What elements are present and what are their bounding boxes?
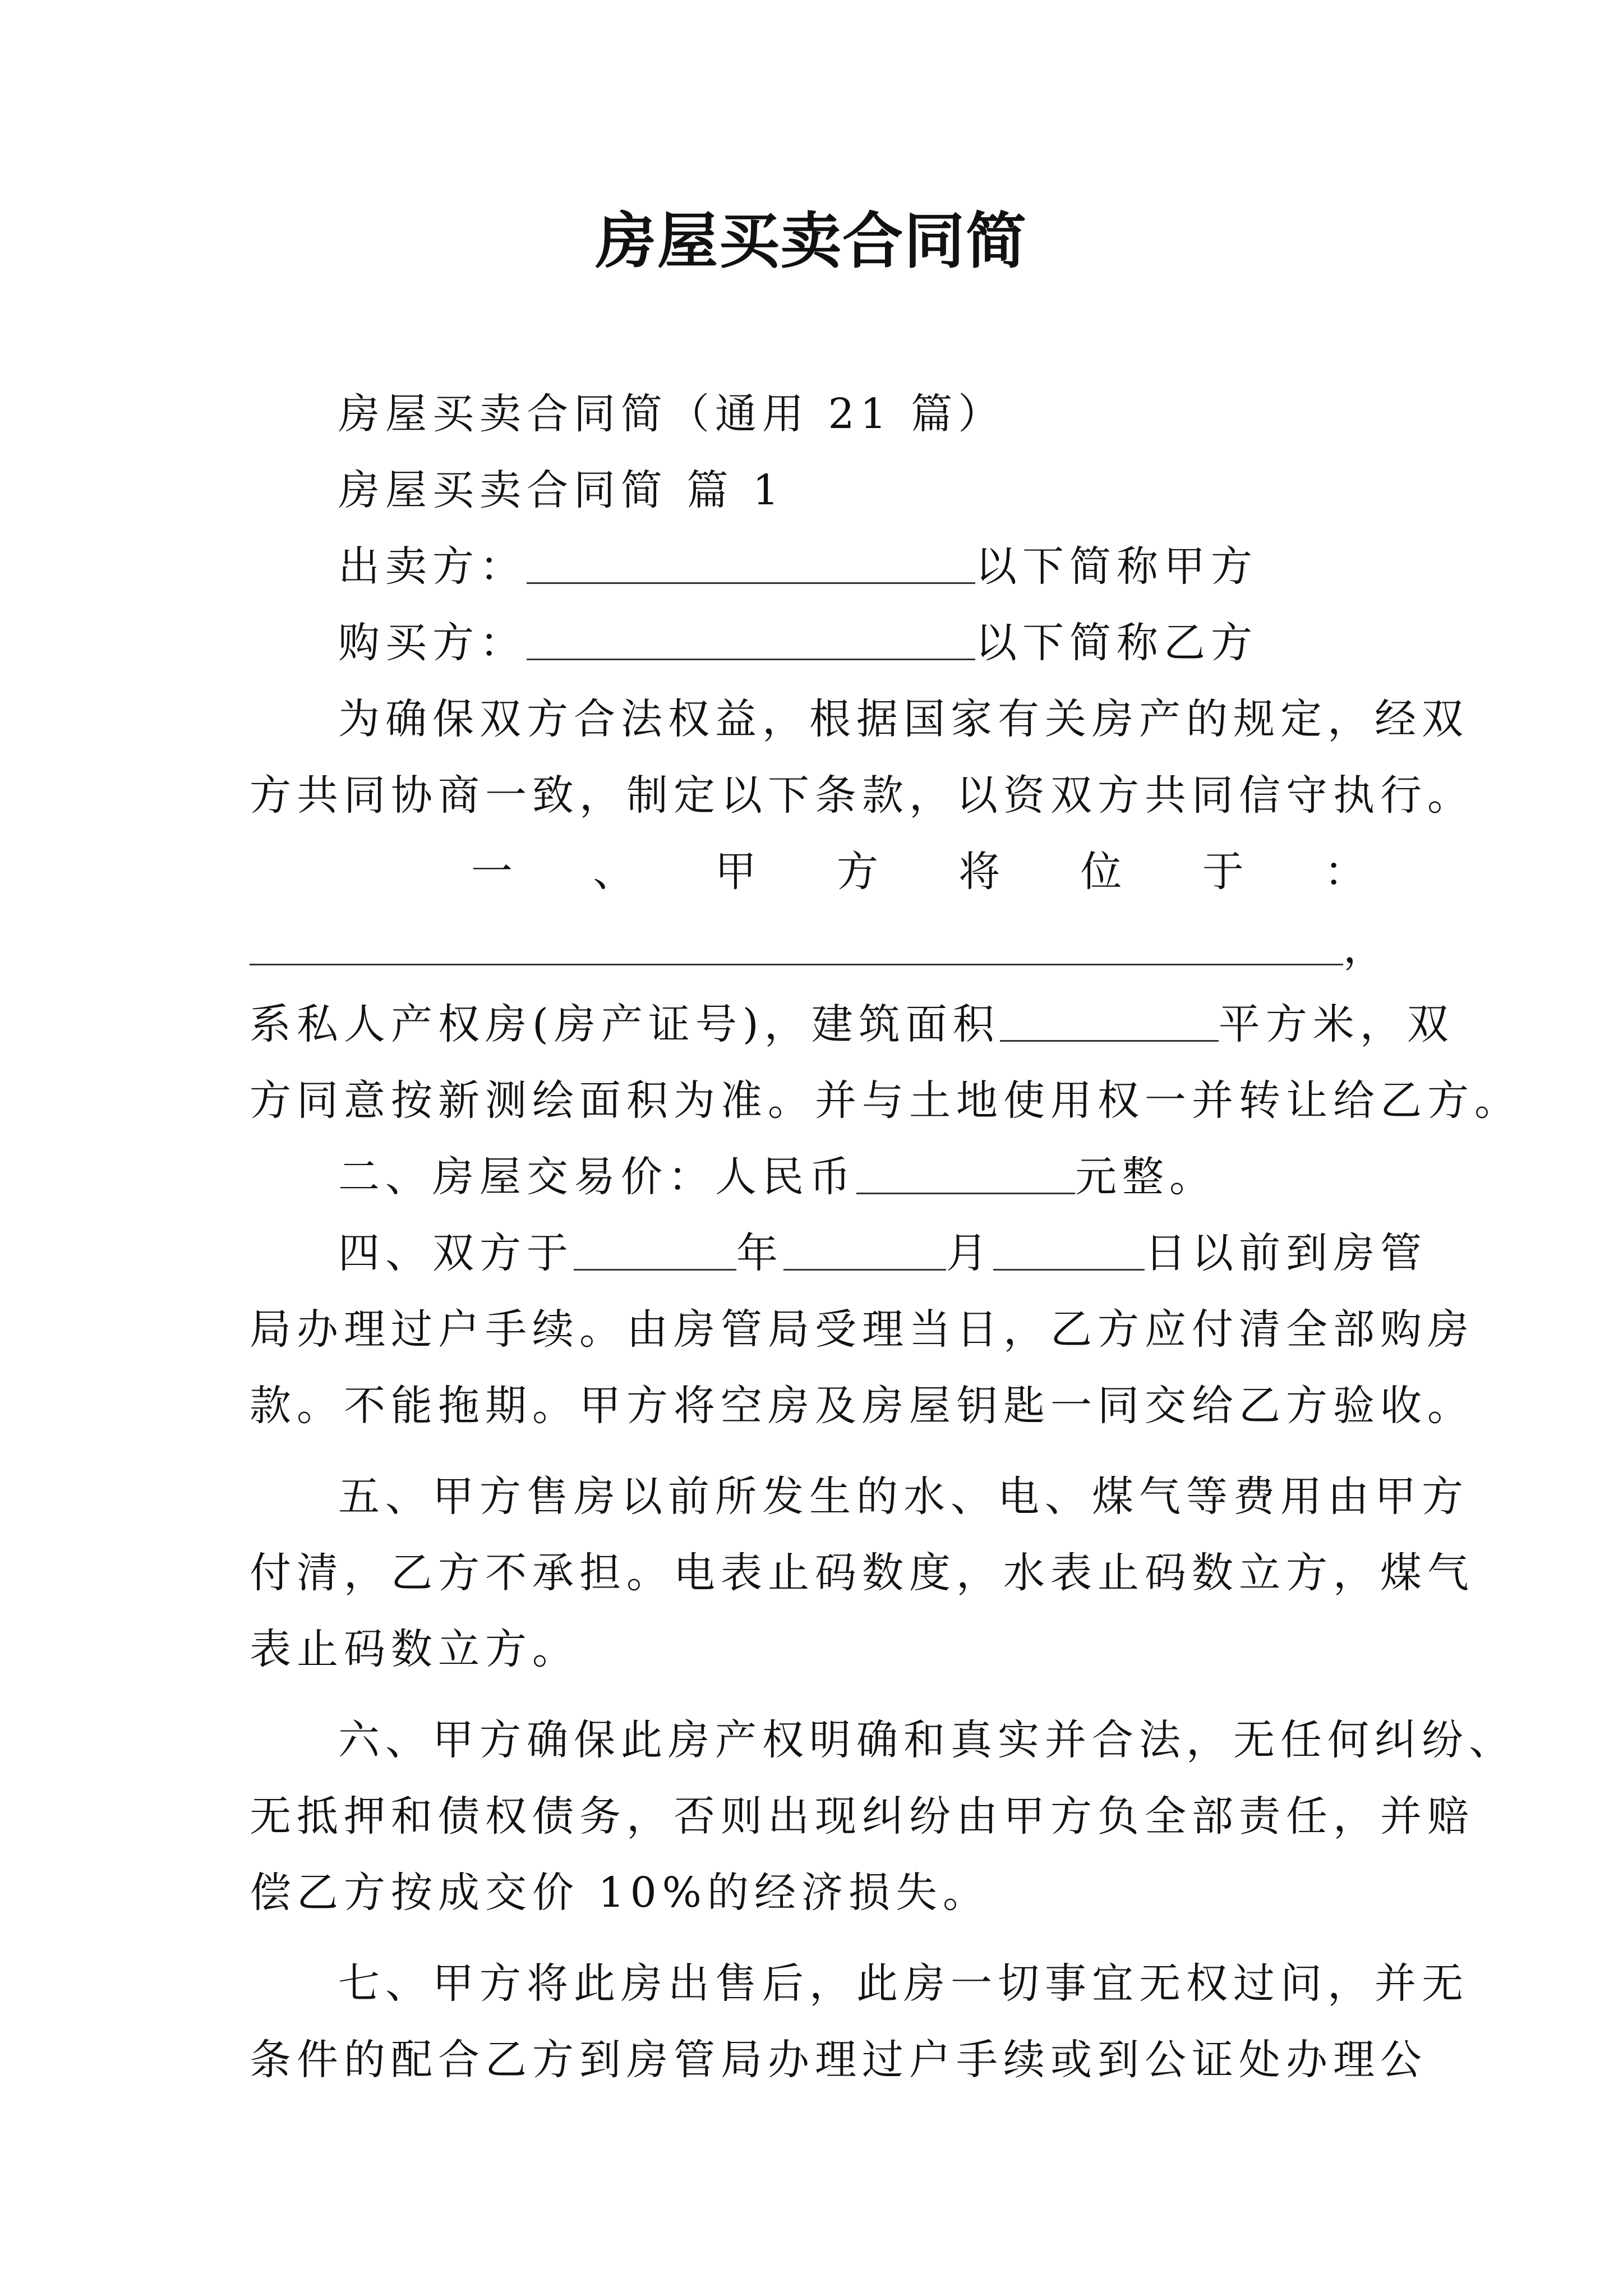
clause-7-line-1: 七、甲方将此房出售后，此房一切事宜无权过问，并无 [338,1959,1469,2008]
clause-1-char: 甲 [714,848,762,896]
clause-4-line-2: 局办理过户手续。由房管局受理当日，乙方应付清全部购房 [250,1305,1474,1354]
intro-line-2: 方共同协商一致，制定以下条款，以资双方共同信守执行。 [250,771,1474,820]
month-blank [783,1230,946,1271]
clause-1-heading [250,834,1394,910]
clause-1-char: 位 [1080,848,1128,896]
month-label: 月 [946,1229,993,1277]
clause-1-address-line [250,910,1394,986]
clause-1-char: ： [1324,848,1371,896]
area-blank [1000,1001,1219,1042]
clause-5-line-1: 五、甲方售房以前所发生的水、电、煤气等费用由甲方 [338,1473,1469,1521]
clause-6-line-1: 六、甲方确保此房产权明确和真实并合法，无任何纠纷、 [338,1716,1516,1764]
clause-1-text: 系私人产权房(房产证号)，建筑面积 [250,1000,1000,1048]
clause-1-line-3 [250,986,1454,1062]
seller-line [250,528,1394,605]
clause-1-char: 将 [958,848,1006,896]
buyer-label: 购买方： [338,619,527,667]
clause-7-line-2: 条件的配合乙方到房管局办理过户手续或到公证处办理公 [250,2036,1427,2084]
clause-4-text: 四、双方于 [338,1229,574,1277]
address-blank [250,924,1343,965]
section-heading: 房屋买卖合同简 篇 1 [338,466,785,514]
buyer-blank [527,619,975,660]
intro-line-1: 为确保双方合法权益，根据国家有关房产的规定，经双 [338,695,1469,743]
year-label: 年 [736,1229,783,1277]
price-blank [856,1153,1075,1194]
clause-6-line-3: 偿乙方按成交价 10%的经济损失。 [250,1869,990,1917]
clause-1-char: 一 [471,848,518,896]
clause-1-char: 方 [836,848,884,896]
clause-4-line-1 [250,1215,1427,1291]
clause-1-text: 平方米，双 [1218,1000,1454,1048]
document-title: 房屋买卖合同简 [595,206,1027,277]
seller-suffix: 以下简称甲方 [975,542,1258,591]
clause-5-line-2: 付清，乙方不承担。电表止码数度，水表止码数立方，煤气 [250,1549,1474,1597]
clause-2-line [250,1139,1394,1215]
buyer-suffix: 以下简称乙方 [975,619,1258,667]
clause-6-line-2: 无抵押和债权债务，否则出现纠纷由甲方负全部责任，并赔 [250,1792,1474,1841]
clause-4-line-3: 款。不能拖期。甲方将空房及房屋钥匙一同交给乙方验收。 [250,1382,1474,1430]
clause-1-char: 、 [593,848,640,896]
clause-4-text: 日以前到房管 [1145,1229,1427,1277]
year-blank [574,1230,736,1271]
seller-label: 出卖方： [338,542,527,591]
day-blank [993,1230,1145,1271]
clause-5-line-3: 表止码数立方。 [250,1625,579,1673]
buyer-line [250,605,1394,681]
subtitle: 房屋买卖合同简（通用 21 篇） [338,390,1006,438]
clause-2-text: 二、房屋交易价：人民币 [338,1153,856,1201]
clause-2-text: 元整。 [1075,1153,1216,1201]
document-body [250,376,1521,2098]
seller-blank [527,543,975,584]
clause-1-comma: ， [1343,924,1390,972]
clause-1-line-4: 方同意按新测绘面积为准。并与土地使用权一并转让给乙方。 [250,1076,1521,1125]
clause-1-char: 于 [1202,848,1249,896]
